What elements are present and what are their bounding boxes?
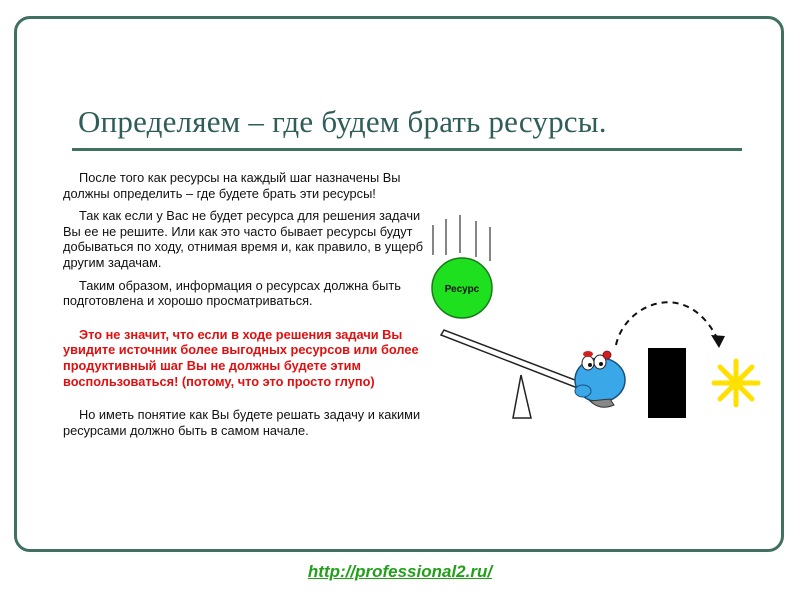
slide-body [63,170,433,445]
slide-title: Определяем – где будем брать ресурсы. [78,104,607,139]
arrowhead-icon [711,335,725,348]
motion-lines [433,215,490,261]
paragraph-2: Так как если у Вас не будет ресурса для решения задачи Вы ее не решите. Или как это часто бывает ресурсы будут добываться по ходу, отнимая время и, как правило, в ущерб другим задачам. [63,208,424,270]
resource-ball-label: Ресурс [444,284,480,295]
seesaw-illustration [420,215,780,435]
title-underline [72,148,742,151]
character-icon [575,351,625,407]
paragraph-warning: Это не значит, что если в ходе решения задачи Вы увидите источник более выгодных ресурсов или более продуктивный шаг Вы не должны будете этим воспользоваться! (потому, что это просто глупо) [63,326,419,389]
paragraph-3: Таким образом, информация о ресурсах должна быть подготовлена и хорошо просматриваться. [63,277,401,309]
fulcrum-icon [513,375,531,418]
footer-link[interactable]: http://professional2.ru/ [307,562,493,581]
paragraph-1: После того как ресурсы на каждый шаг назначены Вы должны определить – где будете брать эти ресурсы! [63,170,401,201]
paragraph-5: Но иметь понятие как Вы будете решать задачу и какими ресурсами должно быть в самом начале. [63,407,421,438]
dashed-arc-arrow [616,302,718,345]
black-block [648,348,686,418]
